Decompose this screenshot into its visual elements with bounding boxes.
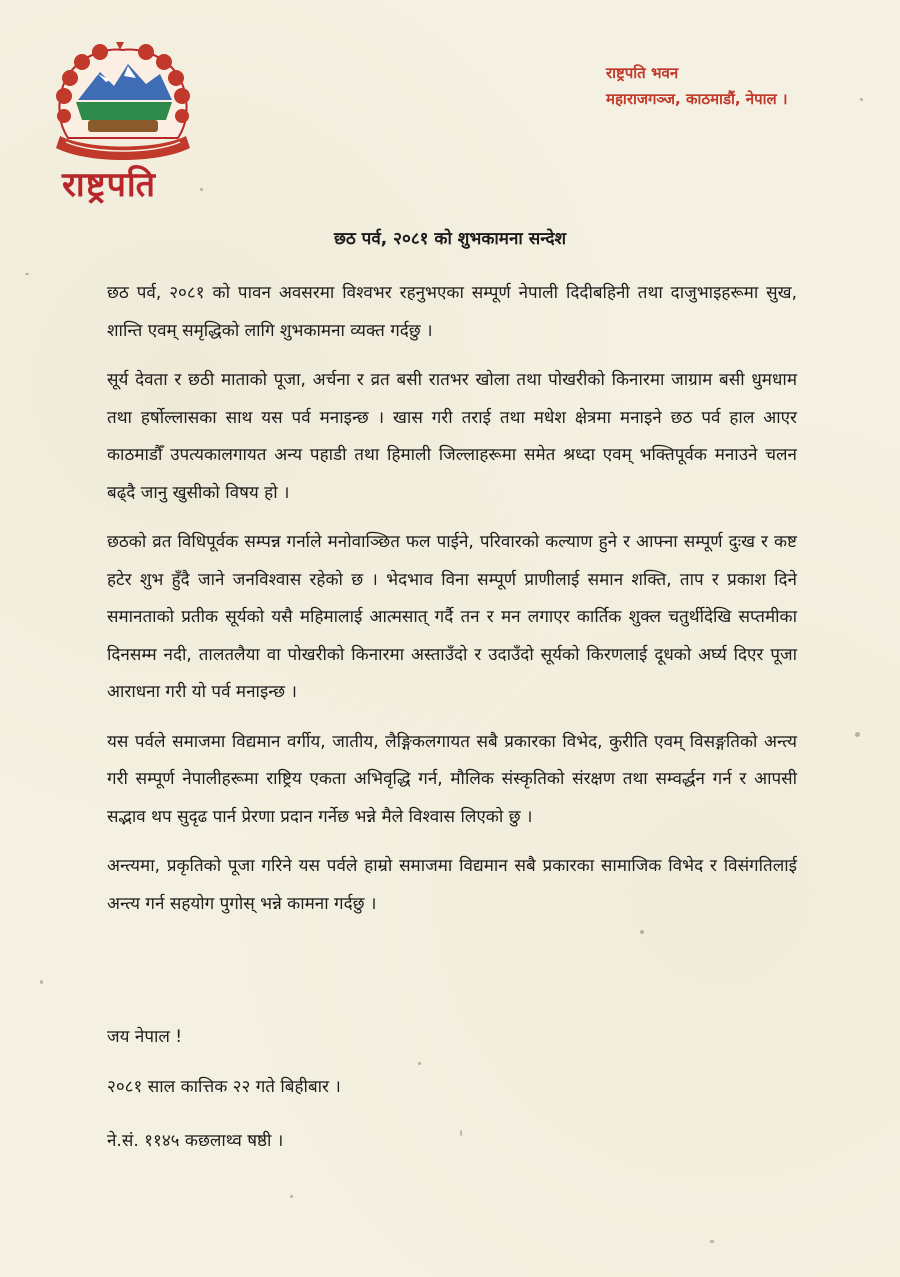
paper-fleck: [200, 188, 203, 191]
paper-fleck: [290, 1195, 293, 1198]
paper-fleck: [860, 98, 863, 101]
address-line-office: राष्ट्रपति भवन: [606, 64, 679, 82]
paper-fleck: [710, 1240, 714, 1243]
office-address: [606, 60, 788, 112]
address-line-location: महाराजगञ्ज, काठमाडौं, नेपाल ।: [606, 90, 788, 108]
paper-fleck: [460, 1130, 462, 1136]
closing-salutation: जय नेपाल !: [107, 1027, 183, 1047]
paper-fleck: [418, 1062, 421, 1065]
coat-of-arms-emblem: [48, 40, 198, 170]
paper-fleck: [855, 732, 860, 737]
nepal-sambat-date: ने.सं. ११४५ कछलाथ्व षष्ठी ।: [107, 1131, 284, 1151]
paragraph: सूर्य देवता र छठी माताको पूजा, अर्चना र व्रत बसी रातभर खोला तथा पोखरीको किनारमा जाग्राम बसी धुमधाम तथा हर्षोल्लासका साथ यस पर्व मनाइन्छ । खास गरी तराई तथा मधेश क्षेत्रमा मनाइने छठ पर्व हाल आएर काठमाडौँ उपत्यकालगायत अन्य पहाडी तथा हिमाली जिल्लाहरूमा समेत श्रध्दा एवम् भक्तिपूर्वक मनाउने चलन बढ्दै जानु खुसीको विषय हो ।: [107, 370, 797, 503]
paragraph: अन्त्यमा, प्रकृतिको पूजा गरिने यस पर्वले हाम्रो समाजमा विद्यमान सबै प्रकारका सामाजिक विभेद र विसंगतिलाई अन्त्य गर्न सहयोग पुगोस् भन्ने कामना गर्दछु ।: [107, 856, 797, 914]
paper-fleck: [40, 980, 43, 984]
date-line: २०८१ साल कात्तिक २२ गते बिहीबार ।: [107, 1077, 341, 1097]
paragraph: यस पर्वले समाजमा विद्यमान वर्गीय, जातीय, लैङ्गिकलगायत सबै प्रकारका विभेद, कुरीति एवम् विसङ्गतिको अन्त्य गरी सम्पूर्ण नेपालीहरूमा राष्ट्रिय एकता अभिवृद्धि गर्न, मौलिक संस्कृतिको संरक्षण तथा सम्वर्द्धन गर्न र आपसी सद्भाव थप सुदृढ पार्न प्रेरणा प्रदान गर्नेछ भन्ने मैले विश्वास लिएको छु ।: [107, 731, 797, 827]
emblem-title: राष्ट्रपति: [62, 165, 157, 205]
paragraph: छठको व्रत विधिपूर्वक सम्पन्न गर्नाले मनोवाञ्छित फल पाईने, परिवारको कल्याण हुने र आफ्ना सम्पूर्ण दुःख र कष्ट हटेर शुभ हुँदै जाने जनविश्वास रहेको छ । भेदभाव विना सम्पूर्ण प्राणीलाई समान शक्ति, ताप र प्रकाश दिने समानताको प्रतीक सूर्यको यसै महिमालाई आत्मसात् गर्दै तन र मन लगाएर कार्तिक शुक्ल चतुर्थीदेखि सप्तमीका दिनसम्म नदी, तालतलैया वा पोखरीको किनारमा अस्ताउँदो र उदाउँदो सूर्यको किरणलाई दूधको अर्घ्य दिएर पूजा आराधना गरी यो पर्व मनाइन्छ ।: [107, 532, 797, 702]
document-title: छठ पर्व, २०८१ को शुभकामना सन्देश: [333, 229, 567, 249]
paper-fleck: [25, 273, 29, 275]
paragraph: छठ पर्व, २०८१ को पावन अवसरमा विश्वभर रहनुभएका सम्पूर्ण नेपाली दिदीबहिनी तथा दाजुभाइहरूमा सुख, शान्ति एवम् समृद्धिको लागि शुभकामना व्यक्त गर्दछु ।: [107, 283, 797, 341]
message-body: [107, 275, 797, 935]
